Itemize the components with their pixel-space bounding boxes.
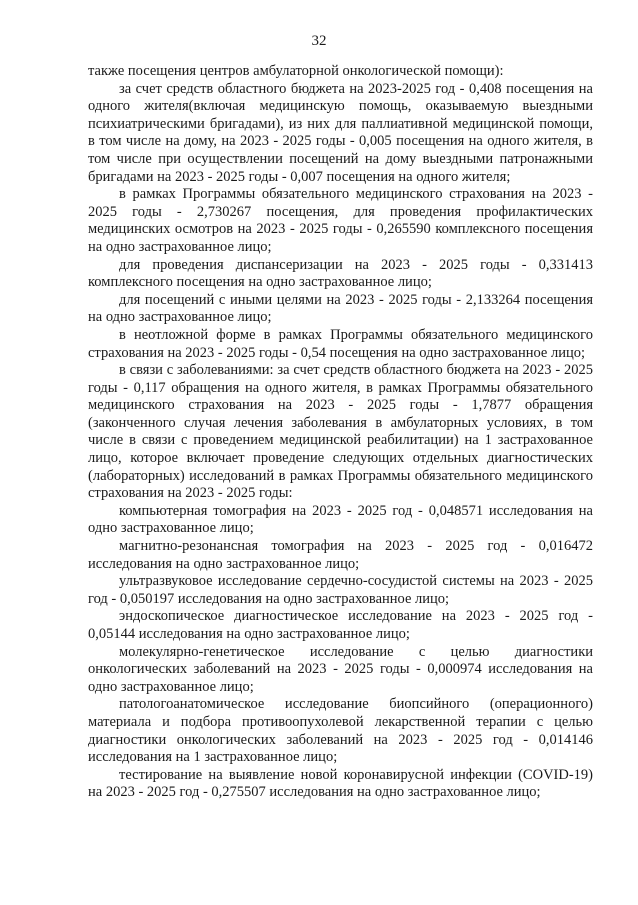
paragraph: также посещения центров амбулаторной онкологической помощи): bbox=[88, 63, 504, 79]
paragraph: в неотложной форме в рамках Программы обязательного медицинского страхования на 2023 - 2025 годы - 0,54 посещения на одно застрахованное лицо; bbox=[88, 326, 593, 361]
paragraph: в рамках Программы обязательного медицинского страхования на 2023 - 2025 годы - 2,730267 посещения, для проведения профилактических медицинских осмотров на 2023 - 2025 годы - 0,265590 комплексного посещения на одно застрахованное лицо; bbox=[88, 186, 593, 255]
paragraph: ультразвуковое исследование сердечно-сосудистой системы на 2023 - 2025 год - 0,050197 исследования на одно застрахованное лицо; bbox=[88, 573, 593, 607]
paragraph: тестирование на выявление новой коронавирусной инфекции (COVID-19) на 2023 - 2025 год - 0,275507 исследования на одно застрахованное лицо; bbox=[88, 766, 593, 801]
paragraph: компьютерная томография на 2023 - 2025 год - 0,048571 исследования на одно застрахованное лицо; bbox=[88, 502, 593, 537]
paragraph: магнитно-резонансная томография на 2023 - 2025 год - 0,016472 исследования на одно застрахованное лицо; bbox=[88, 538, 593, 572]
paragraph: за счет средств областного бюджета на 2023-2025 год - 0,408 посещения на одного жителя(включая медицинскую помощь, оказываемую выездными психиатрическими бригадами), из них для паллиативной медицинской помощи, в том числе на дому, на 2023 - 2025 годы - 0,005 посещения на одного жителя, в том числе при осуществлении посещений на дому выездными патронажными бригадами на 2023 - 2025 годы - 0,007 посещения на одного жителя; bbox=[88, 80, 593, 185]
paragraph: молекулярно-генетическое исследование с целью диагностики онкологических заболеваний на 2023 - 2025 годы - 0,000974 исследования на одно застрахованное лицо; bbox=[88, 643, 593, 695]
paragraph: для проведения диспансеризации на 2023 - 2025 годы - 0,331413 комплексного посещения на одно застрахованное лицо; bbox=[88, 256, 593, 291]
paragraph: для посещений с иными целями на 2023 - 2025 годы - 2,133264 посещения на одно застрахованное лицо; bbox=[88, 291, 593, 326]
paragraph: патологоанатомическое исследование биопсийного (операционного) материала и подбора противоопухолевой лекарственной терапии с целью диагностики онкологических заболеваний на 2023 - 2025 год - 0,014146 исследования на 1 застрахованное лицо; bbox=[88, 696, 593, 766]
paragraph: эндоскопическое диагностическое исследование на 2023 - 2025 год - 0,05144 исследования на одно застрахованное лицо; bbox=[88, 608, 593, 642]
paragraph: в связи с заболеваниями: за счет средств областного бюджета на 2023 - 2025 годы - 0,117 обращения на одного жителя, в рамках Программы обязательного медицинского страхования на 2023 - 2025 годы - 1,7877 обращения (законченного случая лечения заболевания в амбулаторных условиях, в том числе в связи с проведением медицинской реабилитации) на 1 застрахованное лицо, которое включает проведение следующих отдельных диагностических (лабораторных) исследований в рамках Программы обязательного медицинского страхования на 2023 - 2025 годы: bbox=[88, 362, 593, 502]
document-body bbox=[88, 63, 593, 802]
page-number: 32 bbox=[311, 33, 327, 49]
